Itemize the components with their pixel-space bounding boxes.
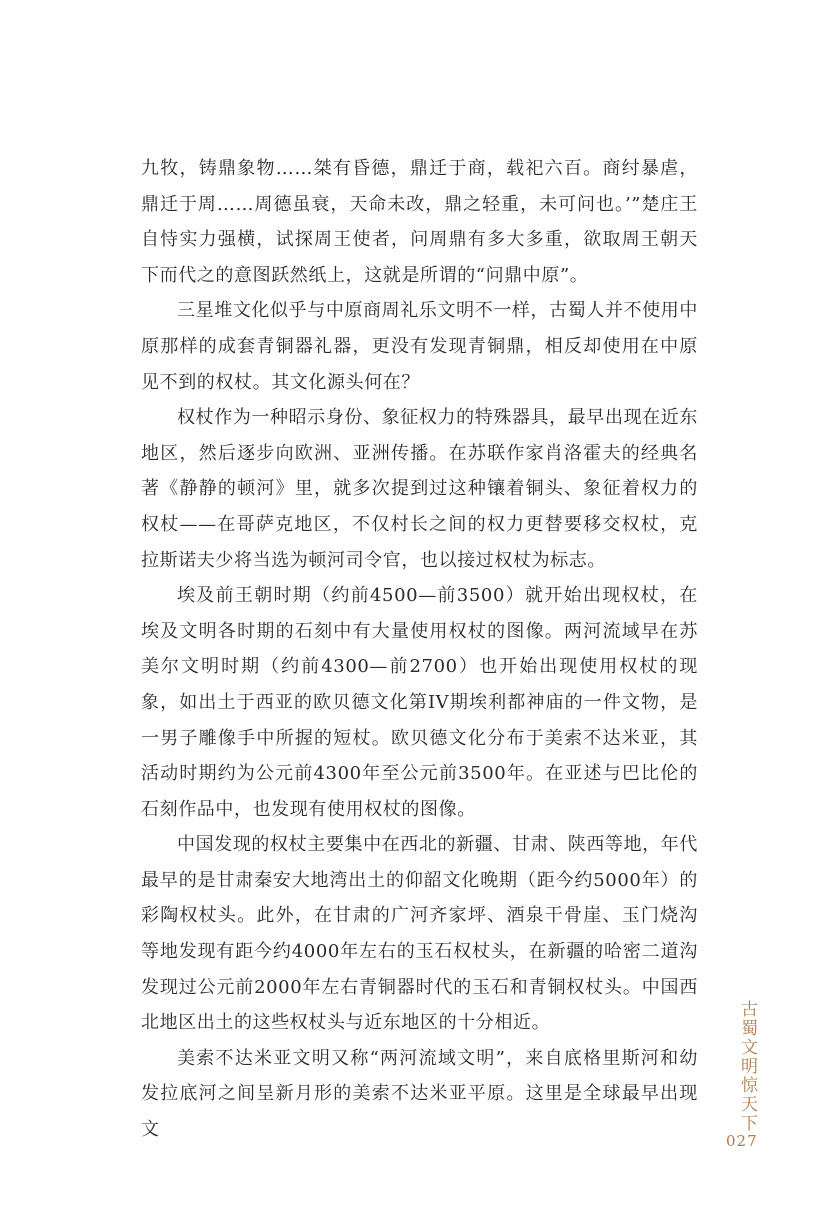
body-text [141,151,698,1148]
paragraph-mesopotamia: 美索不达米亚文明又称“两河流域文明”，来自底格里斯河和幼发拉底河之间呈新月形的美索不达米亚平原。这里是全球最早出现文 [141,1047,698,1141]
paragraph-sanxingdui: 三星堆文化似乎与中原商周礼乐文明不一样，古蜀人并不使用中原那样的成套青铜器礼器，更没有发现青铜鼎，相反却使用在中原见不到的权杖。其文化源头何在？ [141,300,698,393]
paragraph-egypt-mesopotamia: 埃及前王朝时期（约前4500—前3500）就开始出现权杖，在埃及文明各时期的石刻中有大量使用权杖的图像。两河流域早在苏美尔文明时期（约前4300—前2700）也开始出现使用权杖的现象，如出土于西亚的欧贝德文化第IV期埃利都神庙的一件文物，是一男子雕像手中所握的短杖。欧贝德文化分布于美索不达米亚，其活动时期约为公元前4300年至公元前3500年。在亚述与巴比伦的石刻作品中，也发现有使用权杖的图像。 [141,585,698,820]
paragraph-continued: 九牧，铸鼎象物……桀有昏德，鼎迁于商，载祀六百。商纣暴虐，鼎迁于周……周德虽衰，天命未改，鼎之轻重，未可问也。’”楚庄王自恃实力强横，试探周王使者，问周鼎有多大多重，欲取周王朝天下而代之的意图跃然纸上，这就是所谓的“问鼎中原”。 [141,158,698,286]
paragraph-scepter-origin: 权杖作为一种昭示身份、象征权力的特殊器具，最早出现在近东地区，然后逐步向欧洲、亚洲传播。在苏联作家肖洛霍夫的经典名著《静静的顿河》里，就多次提到过这种镶着铜头、象征着权力的权杖——在哥萨克地区，不仅村长之间的权力更替要移交权杖，克拉斯诺夫少将当选为顿河司令官，也以接过权杖为标志。 [141,407,698,571]
paragraph-china-northwest: 中国发现的权杖主要集中在西北的新疆、甘肃、陕西等地，年代最早的是甘肃秦安大地湾出土的仰韶文化晚期（距今约5000年）的彩陶权杖头。此外，在甘肃的广河齐家坪、酒泉干骨崖、玉门烧沟等地发现有距今约4000年左右的玉石权杖头，在新疆的哈密二道沟发现过公元前2000年左右青铜器时代的玉石和青铜权杖头。中国西北地区出土的这些权杖头与近东地区的十分相近。 [141,834,698,1034]
running-title: 古蜀文明惊天下 [737,1000,757,1133]
page-number: 027 [726,1132,758,1150]
